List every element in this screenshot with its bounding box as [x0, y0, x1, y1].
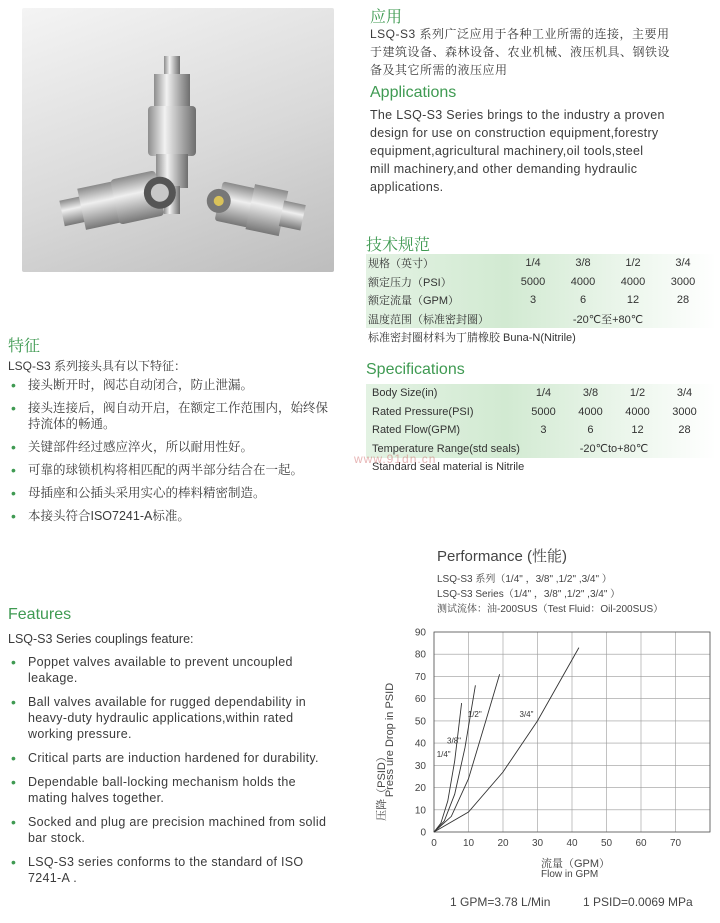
x-axis-label-en: Flow in GPM [541, 869, 599, 880]
table-row: Body Size(in) 1/4 3/8 1/2 3/4 [372, 387, 693, 400]
list-item: • LSQ-S3 series conforms to the standard of ISO 7241-A . [8, 854, 334, 886]
table-row: 温度范围（标准密封圈） -20℃至+80℃ [368, 313, 644, 326]
x-tick-label: 30 [531, 838, 544, 849]
list-item: • Poppet valves available to prevent uncoupled leakage. [8, 654, 334, 686]
conversion-psi: 1 PSID=0.0069 MPa [583, 895, 693, 909]
application-text-en: The LSQ-S3 Series brings to the industry a proven design for use on construction equipment,forestry equipment,agricultural machinery,oil tools,steel mill machinery,and other demanding hydraulic applications. [370, 108, 665, 194]
list-item: • Ball valves available for rugged dependability in heavy-duty hydraulic applications,within rated working pressure. [8, 694, 334, 742]
features-list-en [8, 654, 334, 894]
list-item: • 接头断开时，阀芯自动闭合，防止泄漏。 [8, 377, 353, 393]
features-list-cn [8, 377, 353, 531]
performance-line3: 测试流体：油-200SUS（Test Fluid：Oil-200SUS） [437, 604, 664, 615]
watermark: www.91dn.cn [354, 452, 437, 466]
series-label: 3/8" [447, 736, 462, 746]
performance-title: Performance (性能) [437, 548, 568, 565]
spec-title-cn: 技术规范 [366, 237, 431, 254]
table-row: 额定流量（GPM） 3 6 12 28 [368, 294, 690, 308]
product-photo [22, 8, 334, 272]
performance-line1: LSQ-S3 系列（1/4" ，3/8" ,1/2" ,3/4" ） [437, 574, 612, 585]
x-tick-label: 20 [497, 838, 509, 849]
features-intro-en: LSQ-S3 Series couplings feature: [8, 632, 194, 646]
y-axis-label-cn: 压降（PSID） [376, 751, 388, 821]
spec-table-cn [368, 254, 708, 347]
table-row: 额定压力（PSI） 5000 4000 4000 3000 [368, 275, 696, 289]
spec-title-en: Specifications [366, 361, 465, 378]
y-tick-label: 0 [420, 827, 426, 839]
table-row: Rated Pressure(PSI) 5000 4000 4000 3000 [372, 405, 697, 418]
application-text-cn: LSQ-S3 系列广泛应用于各种工业所需的连接，主要用 于建筑设备、森林设备、农业机械、液压机具、钢铁设 备及其它所需的液压应用 [370, 27, 671, 77]
features-title-cn: 特征 [8, 338, 41, 355]
y-tick-label: 90 [414, 627, 426, 639]
table-row: 规格（英寸） 1/4 3/8 1/2 3/4 [368, 257, 691, 271]
application-title-cn: 应用 [370, 9, 403, 26]
x-tick-label: 40 [566, 838, 578, 849]
features-title-en: Features [8, 606, 72, 623]
couplings-illustration [22, 8, 334, 272]
performance-line2: LSQ-S3 Series（1/4" ，3/8" ,1/2" ,3/4" ） [437, 589, 621, 600]
list-item: • 接头连接后，阀自动开启，在额定工作范围内，始终保持流体的畅通。 [8, 400, 338, 432]
x-tick-label: 60 [635, 838, 647, 849]
y-tick-label: 70 [414, 671, 426, 683]
performance-chart [370, 620, 715, 882]
list-item: • 关键部件经过感应淬火，所以耐用性好。 [8, 439, 353, 455]
series-label: 1/2" [467, 709, 482, 719]
list-item: • 本接头符合ISO7241-A标准。 [8, 508, 353, 524]
y-axis-label-en: Press ure Drop in PSID [384, 682, 396, 798]
conversion-gpm: 1 GPM=3.78 L/Min [450, 895, 551, 909]
x-tick-label: 70 [669, 838, 682, 849]
table-row: Temperature Range(std seals) -20℃to+80℃ [372, 442, 649, 456]
x-tick-label: 0 [431, 838, 437, 849]
y-tick-label: 80 [414, 649, 426, 661]
chart-svg [370, 620, 715, 882]
table-row: 标准密封圈材料为丁腈橡胶 Buna-N(Nitrile) [368, 332, 576, 345]
x-tick-label: 10 [462, 838, 475, 849]
y-tick-label: 60 [414, 694, 426, 706]
list-item: • Dependable ball-locking mechanism holds the mating halves together. [8, 774, 334, 806]
table-row: Rated Flow(GPM) 3 6 12 28 [372, 424, 691, 437]
series-label: 1/4" [436, 749, 451, 759]
application-title-en: Applications [370, 84, 457, 101]
y-tick-label: 40 [414, 738, 426, 750]
features-intro-cn: LSQ-S3 系列接头具有以下特征： [8, 359, 187, 373]
x-tick-label: 50 [600, 838, 613, 849]
y-tick-label: 30 [414, 760, 426, 772]
list-item: • Critical parts are induction hardened for durability. [8, 750, 334, 766]
y-tick-label: 20 [414, 783, 426, 795]
list-item: • 母插座和公插头采用实心的棒料精密制造。 [8, 485, 353, 501]
table-row: Standard seal material is Nitrile [372, 461, 525, 474]
x-axis-label-cn: 流量（GPM） [541, 858, 611, 870]
list-item: • Socked and plug are precision machined from solid bar stock. [8, 814, 334, 846]
y-tick-label: 50 [414, 716, 426, 728]
y-tick-label: 10 [414, 805, 426, 817]
series-label: 3/4" [519, 709, 534, 719]
list-item: • 可靠的球锁机构将相匹配的两半部分结合在一起。 [8, 462, 353, 478]
